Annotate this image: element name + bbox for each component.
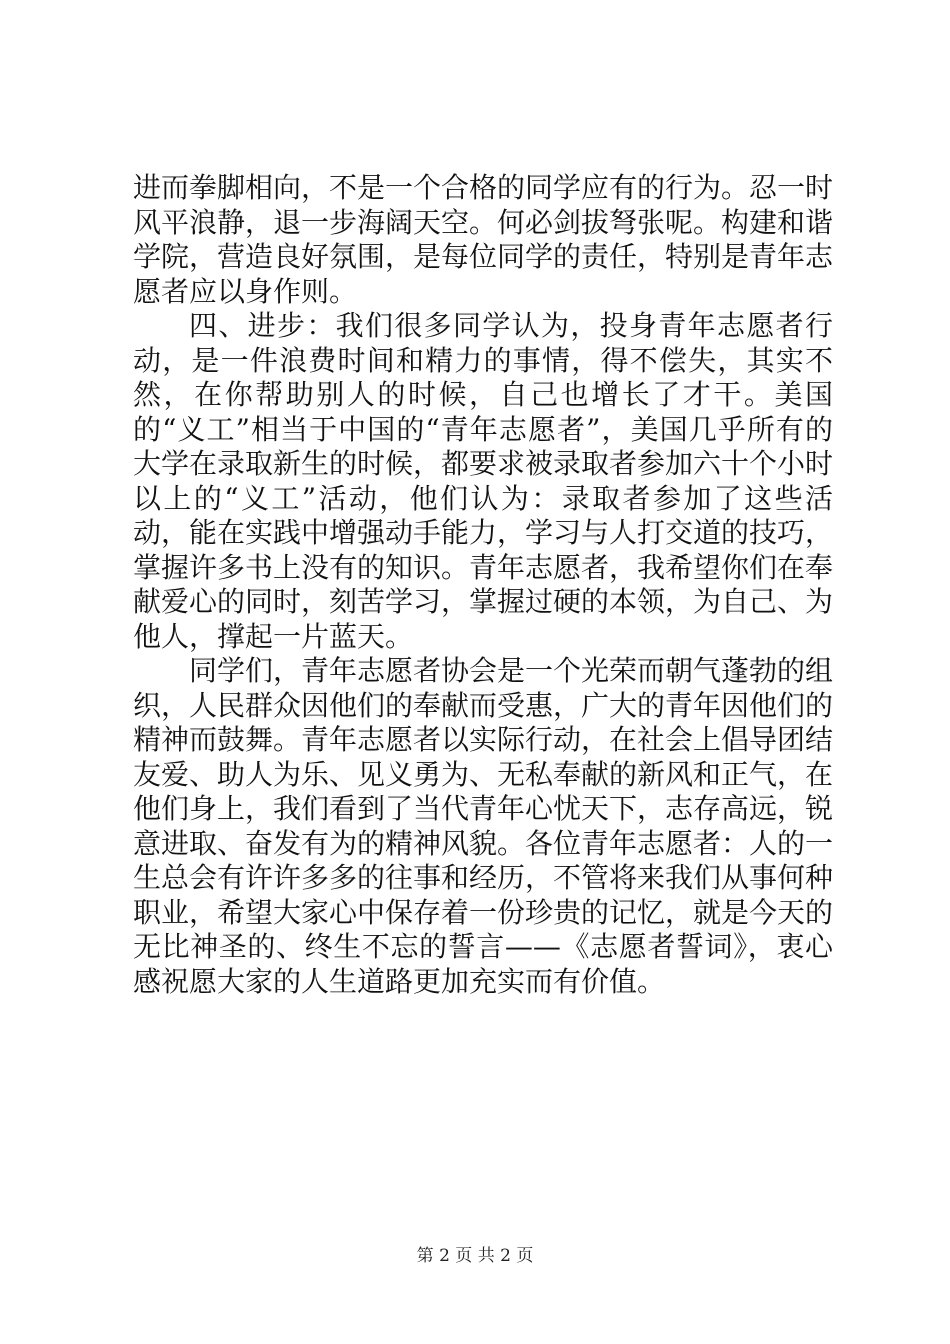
page-footer: 第 2 页 共 2 页 — [416, 1246, 534, 1266]
paragraph-continued: 进而拳脚相向，不是一个合格的同学应有的行为。忍一时风平浪静，退一步海阔天空。何必剑拔弩张呢。构建和谐学院，营造良好氛围，是每位同学的责任，特别是青年志愿者应以身作则。 — [133, 171, 834, 308]
document-body — [133, 171, 833, 999]
paragraph-closing: 同学们，青年志愿者协会是一个光荣而朝气蓬勃的组织，人民群众因他们的奉献而受惠，广大的青年因他们的精神而鼓舞。青年志愿者以实际行动，在社会上倡导团结友爱、助人为乐、见义勇为、无私奉献的新风和正气，在他们身上，我们看到了当代青年心忧天下，志存高远，锐意进取、奋发有为的精神风貌。各位青年志愿者：人的一生总会有许许多多的往事和经历，不管将来我们从事何种职业，希望大家心中保存着一份珍贵的记忆，就是今天的无比神圣的、终生不忘的誓言——《志愿者誓词》，衷心感祝愿大家的人生道路更加充实而有价值。 — [133, 654, 834, 998]
paragraph-progress: 四、进步：我们很多同学认为，投身青年志愿者行动，是一件浪费时间和精力的事情，得不偿失，其实不然，在你帮助别人的时候，自己也增长了才干。美国的“义工”相当于中国的“青年志愿者”，美国几乎所有的大学在录取新生的时候，都要求被录取者参加六十个小时以上的“义工”活动，他们认为：录取者参加了这些活动，能在实践中增强动手能力，学习与人打交道的技巧，掌握许多书上没有的知识。青年志愿者，我希望你们在奉献爱心的同时，刻苦学习，掌握过硬的本领，为自己、为他人，撑起一片蓝天。 — [133, 309, 834, 653]
